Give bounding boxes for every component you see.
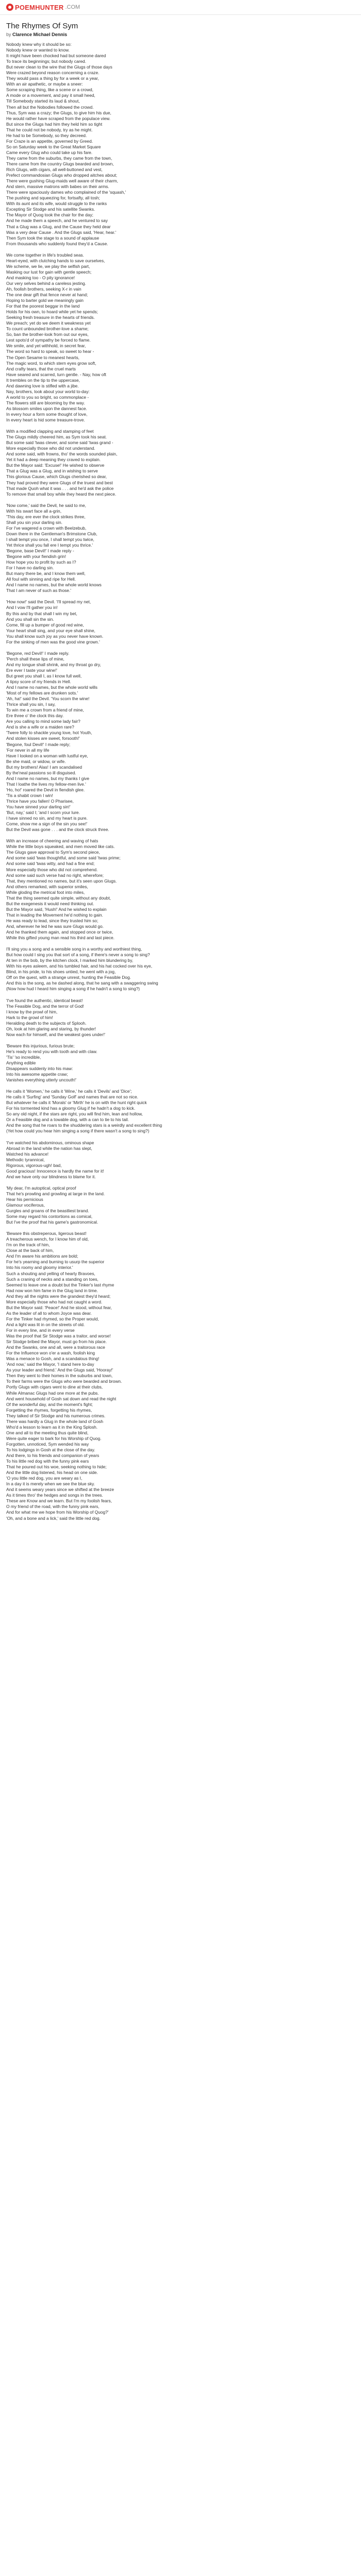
poem-byline [6,31,295,38]
poem-line: Hark to the growl of him! [6,1014,53,1020]
poem-line: Or a Feasible dog and a towable dog, with a can to tie to his tail. [6,1117,129,1123]
poem-line: Holds for his own, to hoard while yet he spends; [6,309,98,315]
poem-line: And they all the nights were the grandest they'd heard; [6,1293,111,1299]
poem-line: And we have only our blindness to blame for it. [6,1174,96,1179]
poem-stanza [6,998,295,1038]
poem-line: But whatever he calls it 'Morals' or 'Mirth' he is on with the hunt right quick [6,1100,147,1106]
poem-line: But I've the proof that his game's gastronomical. [6,1219,99,1225]
poem-line: And I'm aware his ambitions are bold; [6,1253,78,1259]
poem-line: For the Tinker had rhymed, so the Proper would, [6,1316,99,1321]
poem-line: That he's prowling and growling at large in the land. [6,1191,105,1196]
poem-stanza [6,1089,295,1134]
poem-line: This glorious Cause, which Glugs cherished so dear, [6,474,107,480]
poem-line: Off on the quest, with a strange unrest, hunting the Feasible Dog. [6,975,131,980]
poem-line: As your leader and friend.' And the Glugs said, 'Hooray!' [6,1367,113,1373]
poem-line: Have seared and scarred, turn gentle. - Nay, how oft [6,371,106,377]
poem-line: But my brothers! Alas! I am scandalised [6,764,83,770]
poem-line: Was a menace to Gosh, and a scandalous thing! [6,1356,100,1362]
poem-line: With its aunt and its wife, would struggle to the ranks [6,201,107,207]
poem-line: Rich Glugs, with cigars, all well-buttoned and vest, [6,167,103,173]
poem-line: More especially those who had not caught a word. [6,1299,103,1304]
poem-line: That, they mentioned no names, but it's seen upon Glugs. [6,878,117,884]
poem-line: The magic word, to which stern eyes grow soft, [6,360,96,366]
poem-line: Heralding death to the subjects of Splooh. [6,1020,87,1026]
poem-line: Into his awesome appetite craw; [6,1072,68,1077]
logo-text: POEMHUNTER [15,3,64,11]
poem-line: And I name no names, but the whole world knows [6,582,102,588]
poem-line: Methodic tyrannical, [6,1157,45,1162]
poem-line: And a light was lit in on the streets of old. [6,1321,85,1327]
poem-line: Seeking fresh treasure in the hearts of friends. [6,315,95,320]
poem-line: Are you calling to mind some lady fair? [6,719,80,724]
poem-line: Come, show me a sign of the sin you see!' [6,821,88,827]
poem-line: That he poured out his woe, seeking nothing to hide; [6,1464,107,1470]
poem-line: Be she maid, or widow, or wife. [6,758,66,764]
poem-line: 'Twere folly to shackle young love, hot Youth, [6,730,92,736]
poem-line: Ah, foolish brothers, seeking X-r in vain [6,286,81,292]
poem-line: He calls it 'Women,' he calls it 'Wine,' he calls it 'Devils' and 'Dice'; [6,1089,132,1094]
poem-line: Some may regard his contortions as comical, [6,1214,93,1219]
poem-line: Shall you sin your darling sin. [6,519,62,525]
poem-line: So, ban the brother-look from out our eyes, [6,332,89,337]
poem-line: Anything edible [6,1060,36,1065]
poem-line: Abroad in the land while the nation has slept, [6,1145,92,1151]
poem-line: To his lodgings in Gosh at the close of the day. [6,1447,95,1452]
poem-line: Blind, in his pride, to his shoes untied, he went with a jog, [6,969,116,975]
poem-line: More especially those who did not comprehend. [6,867,98,872]
poem-line: Hear his pernicious [6,1196,43,1202]
poem-line: Watched his advance! [6,1151,49,1157]
poem-line: You shall know such joy as you never have known. [6,633,104,639]
poem-line: I shall tempt you once, I shall tempt you twice, [6,536,94,542]
poem-line: With his swart face all a-grin, [6,508,62,514]
poem-line: Masking our lust for gain with gentle speech; [6,269,92,275]
poem-line: I know by the prowl of him, [6,1009,58,1014]
poem-line: 'How now!' said the Devil. 'I'll spread my net, [6,599,91,605]
poem-line: While Almanac Glugs had one more at the pubs. [6,1390,99,1396]
poem-line: And, wherever he led he was sure Glugs would go. [6,923,104,929]
poem-line: They came from the suburbs, they came from the town, [6,155,112,161]
poem-line: He had to be Somebody, so they decreed. [6,132,87,138]
poem-line: To remove that small boy while they heard the next piece. [6,491,117,497]
poem-line: And the song that he roars to the shuddering stars is a weirdly and excellent thing [6,1123,162,1128]
poem-line: Now each for himself, and the weakest goes under!' [6,1031,106,1037]
poem-line: Have I looked on a woman with lustful eye, [6,753,88,758]
author-link[interactable]: Clarence Michael Dennis [12,32,68,37]
poem-line: All foul with sinning and ripe for Hell. [6,577,76,582]
poem-line: And he made them a speech, and he ventured to say [6,218,108,224]
poem-line: Come, fill up a bumper of good red wine, [6,622,84,628]
poem-line: Prefect commandosian Glugs who dropped aitches about; [6,173,118,178]
poem-line: 'And now,' said the Mayor, 'I stand here to-day [6,1362,94,1367]
poem-line: For the Influence won o'er a wash, foolish king [6,1350,95,1356]
poem-line: For he's yearning and burning to usurp the superior [6,1259,105,1265]
poem-line: A world to you so bright, so commonplace - [6,394,89,400]
poem-line: And this is the song, as he dashed along, that he sang with a swaggering swing [6,980,158,986]
poem-line: 'For never in all my life [6,747,50,753]
poem-line: Sir Stodge bribed the Mayor, must go from his place. [6,1339,107,1345]
poem-line: We scheme, we lie, we play the selfish part, [6,263,90,269]
poem-line: And others remarked, with superior smiles, [6,884,88,889]
poem-line: And I vow I'll gather you in! [6,605,58,611]
poem-line: While gloding the metrical foot into miles, [6,889,85,895]
poem-body [6,42,295,1521]
poem-line: 'I've found the authentic, identical beast! [6,997,83,1003]
poem-line: And it seems weary years since we shifted at the breeze [6,1487,114,1493]
poem-line: 'Beware this obstreperous, ligerous beast! [6,1231,87,1236]
poem-line: And the little dog listened, his head on one side. [6,1470,98,1476]
poem-line: Had now won him fame in the Glug land in time. [6,1287,98,1293]
poem-line: By this and by that shall I win my bet, [6,611,77,616]
poem-line: Oh, look at him glaring and staring, by thunder! [6,1026,96,1031]
poem-line: Nobody knew why it should be so: [6,42,72,47]
poem-line: Yet thrice shall you fall ere I tempt you thrice.' [6,542,93,548]
poem-line: Yet it had a deep meaning they craved to explain. [6,457,101,463]
poem-line: Heart-eyed, with clutching hands to save ourselves, [6,258,105,263]
poem-line: Some scraping thing, like a scene or a crowd, [6,87,93,93]
poem-line: More especially those who did not understand. [6,446,95,451]
poem-line: In every hour a form some thought of love, [6,412,88,417]
poem-line: Came every Glug who could take up his fare. [6,149,93,155]
poem-line: One and all to the meeting thus quite blind, [6,1430,89,1435]
poem-line: A mode or a movement, and pay it small heed, [6,93,95,98]
poem-line: It trembles on the tip to the uppercase, [6,377,80,383]
poem-line: And went household of Gosh sat down and read the night [6,1396,117,1401]
poem-line: A treacherous wench, for I know him of old, [6,1236,89,1242]
site-logo[interactable] [6,3,80,11]
poem-line: That a Glug was a Glug, and the Cause they held dear [6,224,111,229]
poem-line: But the Mayor said: 'Excuse!' He wished to observe [6,463,105,468]
poem-line: Rigorous, vigorous-ugh! bad, [6,1162,62,1168]
poem-stanza [6,429,295,497]
poem-line: Ere ever I taste your wine!' [6,667,57,673]
poem-line: To count unbounded brother-love a shame; [6,326,89,332]
poem-line: Portly Glugs with cigars went to dine at their clubs, [6,1384,103,1390]
poem-line: A tipsy score of my friends in Hell. [6,679,71,685]
poem-line: For his tormented kind has a gloomy Glug if he hadn't a dog to kick. [6,1106,136,1111]
poem-line: As blossom smiles upon the dannest face. [6,405,87,411]
poem-line: Thrice shall you sin, I say, [6,702,56,707]
poem-stanza [6,1140,295,1180]
poem-line: I'm on the track of him, [6,1242,50,1248]
poem-line: The one dear gift that fence never at hand; [6,292,88,298]
poem-stanza [6,42,295,247]
poem-line: The Open Sesame to meanest hearts, [6,354,79,360]
poem-line: And you shall sin the sin. [6,616,54,622]
poem-line: These are Know and we learn. But I'm my foolish fears, [6,1498,112,1504]
poem-line: But the Devil was gone . . . and the clock struck three. [6,827,109,833]
poem-line: But some said 'twas clever, and some said 'twas grand - [6,440,113,446]
poem-line: Gurgles and groans of the beastliest brand. [6,1208,89,1214]
poem-line: 'But, nay,' said I; 'and I scorn your lure. [6,810,80,816]
poem-line: And stern, massive matrons with babes on their arms. [6,184,109,190]
poem-line: With his eyes asleem, and his tumbled hair, and his hat cocked over his eye, [6,963,153,969]
top-bar [0,0,361,15]
poem-line: For that the poorest beggar in the land [6,303,80,309]
poem-line: There came from the country Glugs bearded and brown, [6,161,114,166]
poem-line: 'Perch shall these lips of mine, [6,656,64,662]
poem-line: 'Now come,' said the Devil, he said to me, [6,502,86,508]
poem-line: 'Begone, base Devil!' I made reply - [6,548,74,554]
poem-line: 'Tis a shabit crown I win! [6,792,53,798]
poem-line: Were crazed beyond reason concerning a craze. [6,70,100,76]
poem-line: To his little red dog with the funny pink ears [6,1459,89,1464]
poem-stanza [6,946,295,992]
poem-line: For Craze is an appetite, governed by Greed. [6,138,93,144]
poem-line: That in leading the Movement he'd nothing to gain. [6,912,103,918]
poem-line: Close at the back of him, [6,1248,54,1253]
poem-line: 'Tis' 'so incredible, [6,1054,41,1060]
poem-line: And I name no names, but my thanks I give [6,775,90,781]
poem-line: That I am never of such as those.' [6,588,71,594]
poem-line: From thousands who suddenly found they'd a Cause. [6,241,108,246]
poem-line: And I name no names, but the whole world wills [6,685,97,690]
poem-line: There were gushing Glug-maids well aware of their charm, [6,178,118,184]
poem-line: 'Oh, and a bone and a lick,' said the little red dog. [6,1515,101,1521]
poem-line: But how could I sing you that sort of a song, if there's never a song to sing? [6,952,150,958]
poem-line: The flowers still are blooming by the way. [6,400,85,405]
poem-line: At ten in the bob, by the kitchen clock, I marked him blundering by, [6,958,134,963]
poem-line: Were quite eager to bark for his Worship of Quog. [6,1435,102,1441]
poem-line: While the little boys squeaked, and men moved like cats. [6,844,115,850]
poem-line: By the'neal passions so ill disguised. [6,770,76,775]
poem-line: They had proved they were Glugs of the truest and best [6,480,113,485]
poem-line: 'Ho, ho!' roared the Devil in fiendish glee. [6,787,85,792]
poem-line: To their farms were the Glugs who were bearded and brown. [6,1379,122,1384]
poem-line: But many there be, and I know them well, [6,571,86,577]
poem-line: Forgetting the rhymes, forgetting his rhymes, [6,1407,92,1413]
poem-line: 'Begone with your fiendish grin! [6,554,67,560]
poem-line: We preach; yet do we deem it weakness yet [6,320,91,326]
poem-line: He's ready to rend you with tooth and with claw. [6,1048,97,1054]
poem-line: And stolen kisses are sweet, forsooth!' [6,736,80,741]
poem-line: Then all but the Nobodies followed the crowd. [6,104,94,110]
poem-title: The Rhymes Of Sym [6,22,78,30]
poem-content [6,22,295,1527]
poem-line: Thus, Sym was a crazy; the Glugs, to give him his due, [6,110,111,115]
poem-line: The word so hard to speak, so sweet to hear - [6,349,94,354]
poem-line: Excepting Sir Stodge and his satellite Swanks. [6,207,95,212]
poem-line: But the exegenesis it would need thinking out. [6,901,94,906]
poem-line: But greet you shall I, as I know full well, [6,673,82,679]
poem-line: For the sinking of men was the good vine grown.' [6,639,100,645]
poem-line: The Feasible Dog, and the terror of God! [6,1003,84,1009]
poem-line: Such a shouting and yelling of hearty Bravoes, [6,1270,95,1276]
poem-line: And crafty tears, that the cruel marts [6,366,76,371]
poem-line: Down there in the Gentleman's Brimstone Club, [6,531,97,536]
poem-line: And the Swanks, one and all, were a traitorous race [6,1345,105,1350]
poem-line: With an air apathetic, or maybe a sneer: [6,81,83,87]
poem-line: And some said, with frowns, tho' the words sounded plain, [6,451,118,457]
poem-line: To trace its beginnings; but nobody cared. [6,59,87,64]
poem-line: But the Mayor said, 'Hush!' And he wished to explain [6,906,107,912]
poem-line: Disappears suddenly into his maw: [6,1066,73,1072]
poem-line: And some said 'twas thoughtful, and some said 'twas prime; [6,855,121,861]
poem-line: That made Quoh what it was . . . and he'd ask the police [6,485,114,491]
poem-line: He calls it 'Surfing' and 'Sunday Golf' and names that are not so nice. [6,1094,138,1100]
poem-line: He was ready to lead, since they trusted him so; [6,918,99,923]
logo-suffix: .COM [65,4,80,10]
poem-line: Vanishes everything utterly uncouth!' [6,1077,76,1083]
poem-line: But never clean to the wire that the Glugs of those days [6,64,112,70]
poem-line: Then Sym took the stage to a sound of applause [6,235,100,241]
poem-line: And some said 'twas witty, and had a fine end; [6,861,95,867]
poem-line: 'My dear, I'm autoptical, optical proof [6,1185,76,1191]
poem-line: There were spaciously dames who complained of the 'squash,' [6,190,126,195]
poem-stanza [6,838,295,941]
poem-line: And there, to his friends and companion of years [6,1453,100,1459]
poem-stanza [6,599,295,645]
poem-line: That the thing seemed quite simple, without any doubt, [6,895,111,901]
poem-line: And some said such verse had no right, wherefore; [6,872,104,878]
poem-line: Your heart shall sing, and your eye shall shine, [6,628,95,633]
poem-line: I'll sing you a song and a sensible song in a worthy and worthiest thing, [6,946,142,952]
poem-line: 'I've watched his abdominous, ominous shape [6,1140,94,1145]
poem-line: With an increase of cheering and waving of hats [6,838,99,844]
poem-line: Into his roomy and gloomy interior.' [6,1265,73,1270]
poem-line: How hope you to profit by such as I? [6,560,76,565]
poem-line: The Mayor of Quog took the chair for the day; [6,212,93,218]
poem-line: Of the wonderful day, and the moment's fight; [6,1401,93,1407]
poem-line: (Now how hud I heard him singing a song if he hadn't a song to sing?) [6,986,140,992]
poem-line: That a Glug was a Glug, and in wishing to serve [6,468,98,474]
poem-line: While this gifted young man read his third and last piece. [6,935,114,941]
poem-line: That I loathe the lives my fellow-men live.' [6,781,86,787]
poem-line: For I have no darling sin. [6,565,54,571]
poem-line: Ere three o' the clock this day. [6,713,64,719]
poem-line: They talked of Sir Stodge and his numerous crimes. [6,1413,106,1418]
poem-line: Who'd a lesson to learn as it in the King Splosh. [6,1424,98,1430]
poem-stanza [6,1043,295,1083]
byline-label: by [6,32,11,37]
poem-line: I have sinned no sin, and my heart is pure. [6,816,88,821]
poem-stanza [6,1231,295,1521]
poem-line: And masking too - O pity ignorance! [6,275,75,280]
poem-line: We come together in life's troubled seas. [6,252,84,258]
poem-line: So any old night, if the stars are right, you will find him, lean and hollow, [6,1111,143,1117]
poem-stanza [6,651,295,833]
poem-stanza [6,503,295,594]
poem-line: As it times thro' the hedges and songs in the trees. [6,1493,103,1498]
poem-line: There was hardly a Glug in the whole land of Gosh [6,1418,104,1424]
poem-line: Nobody knew or wanted to know. [6,47,70,53]
poem-line: For I've wagered a crown with Beelzebub, [6,525,87,531]
poem-line: The Glugs gave approval to Sym's second piece, [6,850,100,855]
poem-line: Seemed to leave one a doubt but the Tinker's last rhyme [6,1282,114,1287]
poem-line: And dawning love is stifled with a jibe. [6,383,79,388]
poem-line: Then they went to their homes in the suburbs and town, [6,1373,113,1379]
poem-line: We smile, and yet withhold, in secret fear, [6,343,86,349]
poem-line: Such a craning of necks and a standing on toes, [6,1276,99,1282]
poem-line: In every heart is hid some treasure-trove. [6,417,85,423]
poem-line: It might have been chocked had but someone dared [6,53,106,59]
poem-line: For in every line, and in every verse [6,1327,75,1333]
poem-line: In a day it is merely when we see the blue sky. [6,1481,95,1487]
poem-line: That he could not be nobody, try as he might. [6,127,93,132]
poem-line: Nay, brothers, look about your world to-day: [6,388,90,394]
poem-line: Good gracious! Innocence is hardly the name for it! [6,1168,104,1174]
logo-mark-icon [6,4,13,11]
poem-line: Lest spots'd of sympathy be forced to flame. [6,337,91,343]
poem-line: And is she a wife or a maiden rare? [6,724,74,730]
poem-line: 'This day, ere ever the clock strikes three, [6,514,86,519]
poem-line: You have sinned your darling sin!' [6,804,71,810]
poem-line: Hoping to barter gold we meaningly gain [6,298,84,303]
poem-line: Thrice have you fallen! O Pharisee, [6,799,74,804]
poem-line: Was the proof that Sir Stodge was a traitor, and worse! [6,1333,111,1339]
poem-line: 'Most of my fellows are drunken sots.' [6,690,78,696]
poem-line: The pushing and squeezing for, fortsafty, all tosh; [6,195,100,201]
poem-line: And for what me we hope from his Worship of Quog?' [6,1510,109,1515]
poem-line: Glamour vociferous, [6,1202,45,1208]
poem-stanza [6,252,295,423]
poem-line: But since the Glugs had him they held him so tight [6,121,103,127]
poem-line: 'O you little red dog, you are weary as I, [6,1476,83,1481]
poem-line: To win me a crown from a friend of mine, [6,707,84,713]
poem-line: 'Ah, ha!' said the Devil. 'You scorn the wine! [6,696,90,702]
poem-line: With a modified clapping and stamping of feet [6,429,94,434]
poem-line: And my tongue shall shrink, and my throat go dry, [6,662,101,667]
poem-line: So on Saturday week to the Great Market Square [6,144,101,149]
poem-line: But the Mayor said: 'Peace!' And he stood, without fear, [6,1304,112,1310]
poem-line: The Glugs mildly cheered him, as Sym took his seat. [6,434,107,440]
poem-stanza [6,1185,295,1225]
poem-line: They would pass a thing by for a week or a year, [6,76,99,81]
poem-line: 'Begone, foul Devil!' I made reply; [6,741,71,747]
poem-line: He would rather have scraped from the populace view. [6,115,111,121]
poem-line: O my friend of the road, with the funny pink ears, [6,1504,100,1510]
poem-line: Till Somebody started its laud & shout, [6,98,80,104]
poem-line: 'Begone, red Devil!' I made reply. [6,650,70,656]
poem-line: (Yet how could you hear him singing a song if there wasn't a song to sing?) [6,1128,150,1134]
poem-line: 'Beware this injurious, furious brute; [6,1043,75,1048]
poem-line: And he thanked them again, and stopped once or twice, [6,929,113,935]
poem-line: Our very selves behind a careless jesting. [6,280,87,286]
poem-line: Was a very dear Cause . And the Glugs said, 'Hear, hear.' [6,229,117,235]
poem-line: As the leader of all to whom Joyce was dear. [6,1310,92,1316]
poem-line: Forgotten, unnoticed, Sym wended his way [6,1441,89,1447]
